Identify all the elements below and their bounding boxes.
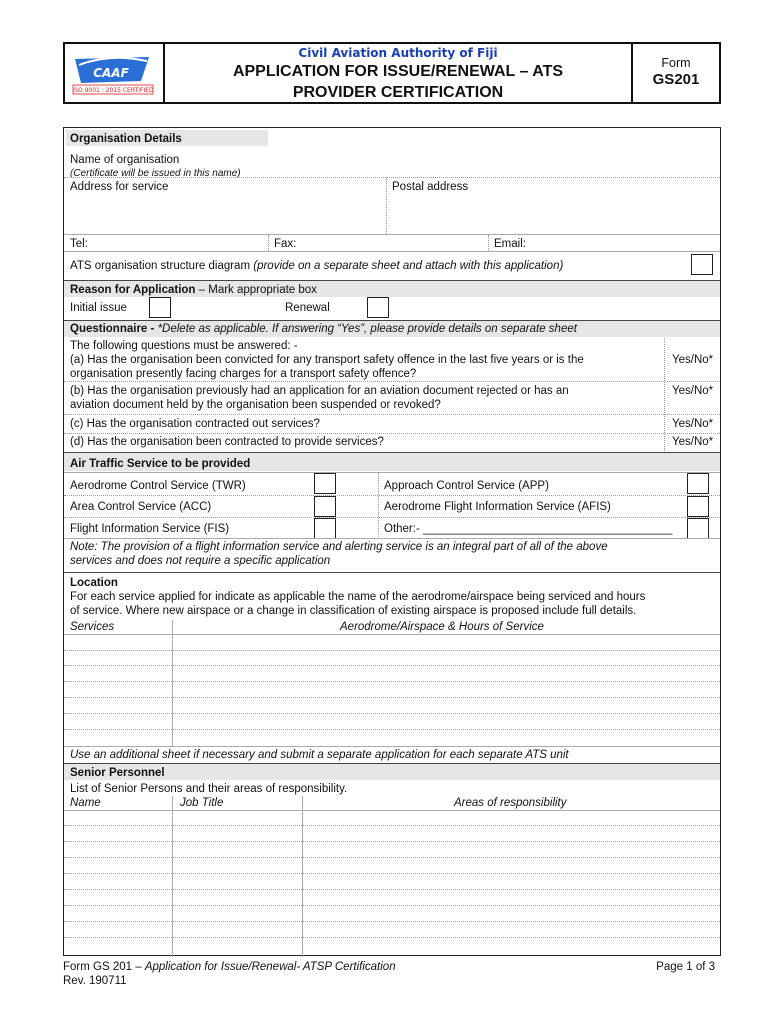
divider xyxy=(64,697,720,698)
divider xyxy=(64,665,720,666)
divider xyxy=(488,235,489,251)
divider xyxy=(64,234,720,235)
divider xyxy=(64,873,720,874)
divider xyxy=(64,825,720,826)
divider xyxy=(64,681,720,682)
service-acc-checkbox[interactable] xyxy=(314,496,336,517)
service-app-label: Approach Control Service (APP) xyxy=(384,480,549,492)
renewal-label: Renewal xyxy=(285,302,330,314)
email-label: Email: xyxy=(494,238,526,250)
question-b-line2: aviation document held by the organisation been suspended or revoked? xyxy=(70,399,441,411)
services-note-line1: Note: The provision of a flight information service and alerting service is an integral part of all of the above xyxy=(70,541,608,553)
divider xyxy=(64,857,720,858)
service-twr-checkbox[interactable] xyxy=(314,473,336,494)
divider xyxy=(64,538,720,539)
location-heading: Location xyxy=(70,577,118,589)
questionnaire-heading xyxy=(70,322,577,336)
footer-form-ref-text: Form GS 201 – xyxy=(63,961,142,973)
renewal-checkbox[interactable] xyxy=(367,297,389,318)
column-aerodrome-hours: Aerodrome/Airspace & Hours of Service xyxy=(340,621,544,633)
column-areas: Areas of responsibility xyxy=(454,797,567,809)
divider xyxy=(64,810,720,811)
service-other-label xyxy=(384,522,672,536)
divider xyxy=(64,251,720,252)
authority-name: Civil Aviation Authority of Fiji xyxy=(298,46,498,60)
application-form xyxy=(63,127,721,956)
services-heading: Air Traffic Service to be provided xyxy=(70,458,251,470)
location-text-line2: of service. Where new airspace or a change in classification of existing airspace is proposed include full details. xyxy=(70,605,637,617)
caaf-logo-icon xyxy=(71,51,157,95)
divider xyxy=(172,796,173,957)
form-title-line1: APPLICATION FOR ISSUE/RENEWAL – ATS xyxy=(232,63,564,80)
initial-issue-checkbox[interactable] xyxy=(149,297,171,318)
service-fis-label: Flight Information Service (FIS) xyxy=(70,523,230,535)
footer-form-ref xyxy=(63,960,396,974)
divider xyxy=(64,905,720,906)
form-number-block xyxy=(633,44,719,102)
form-label: Form xyxy=(661,56,691,70)
form-number: GS201 xyxy=(652,71,700,88)
question-d: (d) Has the organisation been contracted to provide services? xyxy=(70,436,384,448)
question-a-answer[interactable]: Yes/No* xyxy=(672,354,714,366)
structure-diagram-text: ATS organisation structure diagram xyxy=(70,260,251,272)
column-name: Name xyxy=(70,797,101,809)
divider xyxy=(64,572,720,573)
form-title-block xyxy=(165,44,633,102)
service-afis-label: Aerodrome Flight Information Service (AFIS) xyxy=(384,501,611,513)
divider xyxy=(64,517,720,518)
divider xyxy=(64,889,720,890)
location-text-line1: For each service applied for indicate as applicable the name of the aerodrome/airspace being serviced and hours xyxy=(70,591,646,603)
personnel-heading: Senior Personnel xyxy=(70,767,165,779)
divider xyxy=(386,178,387,234)
service-acc-label: Area Control Service (ACC) xyxy=(70,501,212,513)
structure-diagram-label xyxy=(70,259,563,273)
divider xyxy=(64,177,720,178)
form-title-line2: PROVIDER CERTIFICATION xyxy=(292,84,504,101)
footer-page-number: Page 1 of 3 xyxy=(656,961,715,973)
service-fis-checkbox[interactable] xyxy=(314,518,336,539)
form-header xyxy=(63,42,721,104)
divider xyxy=(64,746,720,747)
column-services: Services xyxy=(70,621,115,633)
svg-text:ISO 9001 : 2015 CERTIFIED: ISO 9001 : 2015 CERTIFIED xyxy=(72,87,154,94)
organisation-name-label: Name of organisation xyxy=(70,154,180,166)
address-for-service-label: Address for service xyxy=(70,181,169,193)
questionnaire-heading-note: *Delete as applicable. If answering “Yes”, please provide details on separate sheet xyxy=(157,323,577,335)
divider xyxy=(64,495,720,496)
column-job-title: Job Title xyxy=(180,797,224,809)
service-other-field[interactable]: _______________________________________ xyxy=(422,523,673,535)
divider xyxy=(64,729,720,730)
fax-label: Fax: xyxy=(274,238,297,250)
service-other-text: Other:- xyxy=(384,523,423,535)
question-b-line1: (b) Has the organisation previously had an application for an aviation document rejected or has an xyxy=(70,385,569,397)
svg-text:CAAF: CAAF xyxy=(93,66,129,80)
divider xyxy=(64,937,720,938)
organisation-name-note: (Certificate will be issued in this name) xyxy=(70,168,241,179)
initial-issue-label: Initial issue xyxy=(70,302,127,314)
structure-diagram-note: (provide on a separate sheet and attach with this application) xyxy=(253,260,564,272)
service-other-checkbox[interactable] xyxy=(687,518,709,539)
divider xyxy=(64,433,720,434)
reason-heading xyxy=(70,283,317,297)
question-b-answer[interactable]: Yes/No* xyxy=(672,385,714,397)
divider xyxy=(302,796,303,957)
question-d-answer[interactable]: Yes/No* xyxy=(672,436,714,448)
questionnaire-heading-text: Questionnaire - xyxy=(70,323,155,335)
personnel-intro: List of Senior Persons and their areas of responsibility. xyxy=(70,783,348,795)
service-twr-label: Aerodrome Control Service (TWR) xyxy=(70,480,246,492)
postal-address-label: Postal address xyxy=(392,181,469,193)
reason-heading-text: Reason for Application xyxy=(70,284,196,296)
divider xyxy=(64,414,720,415)
divider xyxy=(664,338,665,451)
service-afis-checkbox[interactable] xyxy=(687,496,709,517)
question-a-line2: organisation presently facing charges for a transport safety offence? xyxy=(70,368,417,380)
divider xyxy=(64,634,720,635)
questionnaire-intro: The following questions must be answered: - xyxy=(70,340,298,352)
question-a-line1: (a) Has the organisation been convicted for any transport safety offence in the last five years or is the xyxy=(70,354,584,366)
services-note-line2: services and does not require a specific application xyxy=(70,555,331,567)
divider xyxy=(378,473,379,539)
divider xyxy=(64,650,720,651)
divider xyxy=(64,841,720,842)
divider xyxy=(64,921,720,922)
reason-heading-note: – Mark appropriate box xyxy=(198,284,317,296)
structure-diagram-checkbox[interactable] xyxy=(691,254,713,275)
question-c-answer[interactable]: Yes/No* xyxy=(672,418,714,430)
question-c: (c) Has the organisation contracted out services? xyxy=(70,418,320,430)
location-note: Use an additional sheet if necessary and submit a separate application for each separate ATS unit xyxy=(70,749,569,761)
divider xyxy=(64,472,720,473)
caaf-logo xyxy=(65,44,165,102)
divider xyxy=(172,620,173,746)
divider xyxy=(268,235,269,251)
footer-form-title: Application for Issue/Renewal- ATSP Certification xyxy=(144,961,396,973)
service-app-checkbox[interactable] xyxy=(687,473,709,494)
footer-revision: Rev. 190711 xyxy=(63,975,127,987)
divider xyxy=(64,713,720,714)
section-organisation-heading: Organisation Details xyxy=(70,133,182,145)
tel-label: Tel: xyxy=(70,238,88,250)
divider xyxy=(64,381,720,382)
